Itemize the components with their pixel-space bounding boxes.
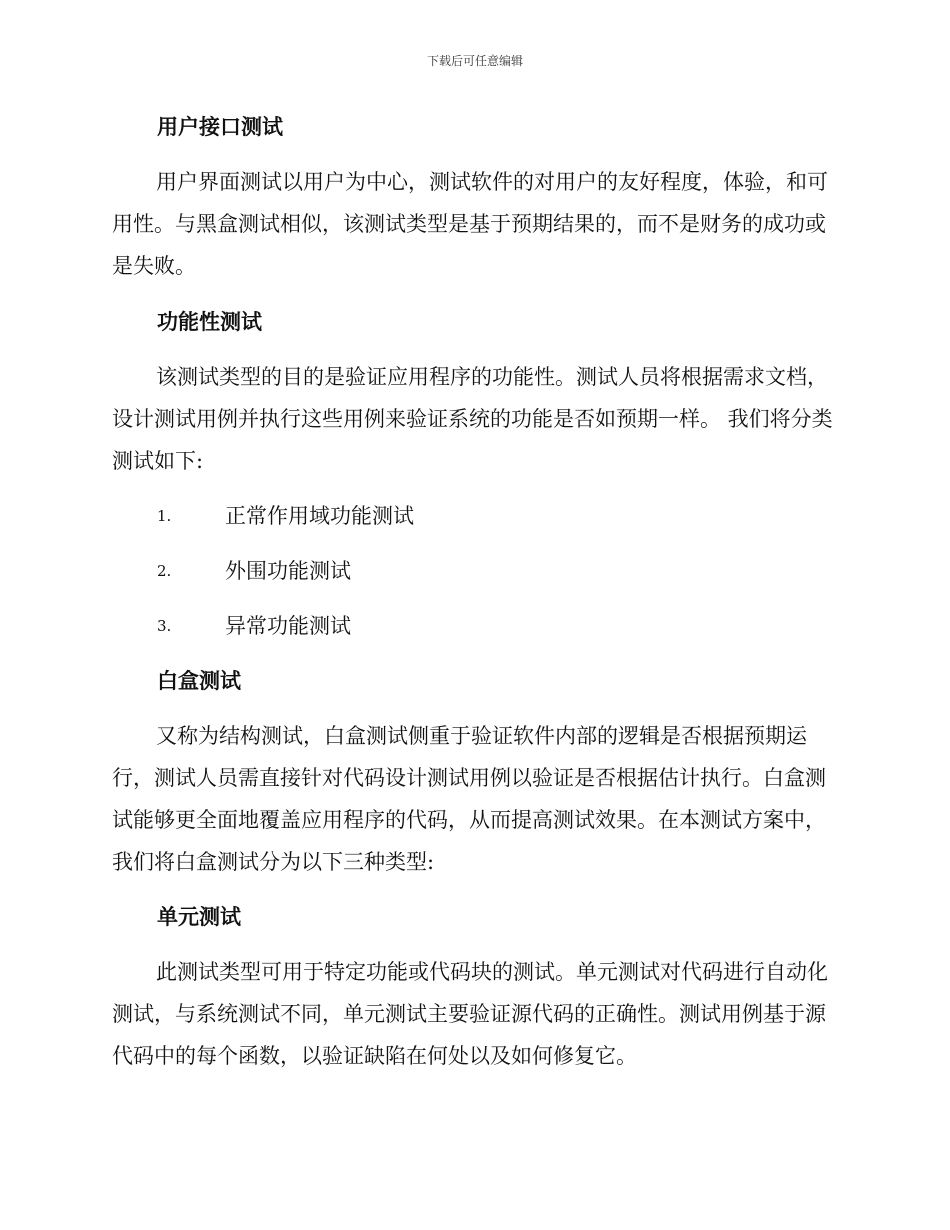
list-item-number: 3. (157, 617, 172, 635)
paragraph-ui-test: 用户界面测试以用户为中心，测试软件的对用户的友好程度，体验，和可用性。与黑盒测试相似，该测试类型是基于预期结果的，而不是财务的成功或是失败。 (112, 170, 828, 278)
list-item-number: 1. (157, 507, 172, 525)
heading-unit-test: 单元测试 (157, 905, 241, 929)
heading-ui-test: 用户接口测试 (157, 115, 283, 139)
heading-whitebox-test: 白盒测试 (157, 669, 241, 693)
paragraph-functional-test: 该测试类型的目的是验证应用程序的功能性。测试人员将根据需求文档，设计测试用例并执行这些用例来验证系统的功能是否如预期一样。 我们将分类测试如下: (112, 365, 833, 473)
paragraph-unit-test: 此测试类型可用于特定功能或代码块的测试。单元测试对代码进行自动化测试，与系统测试不同，单元测试主要验证源代码的正确性。测试用例基于源代码中的每个函数，以验证缺陷在何处以及如何修复它。 (112, 960, 828, 1068)
list-item-text: 正常作用域功能测试 (225, 504, 414, 528)
list-item-text: 外围功能测试 (225, 559, 351, 583)
list-item-text: 异常功能测试 (225, 614, 351, 638)
paragraph-whitebox-test: 又称为结构测试，白盒测试侧重于验证软件内部的逻辑是否根据预期运行，测试人员需直接针对代码设计测试用例以验证是否根据估计执行。白盒测试能够更全面地覆盖应用程序的代码，从而提高测试效果。在本测试方案中，我们将白盒测试分为以下三种类型: (112, 724, 826, 874)
page-header-note: 下载后可任意编辑 (426, 54, 523, 68)
list-item-number: 2. (157, 562, 172, 580)
heading-functional-test: 功能性测试 (157, 310, 262, 334)
